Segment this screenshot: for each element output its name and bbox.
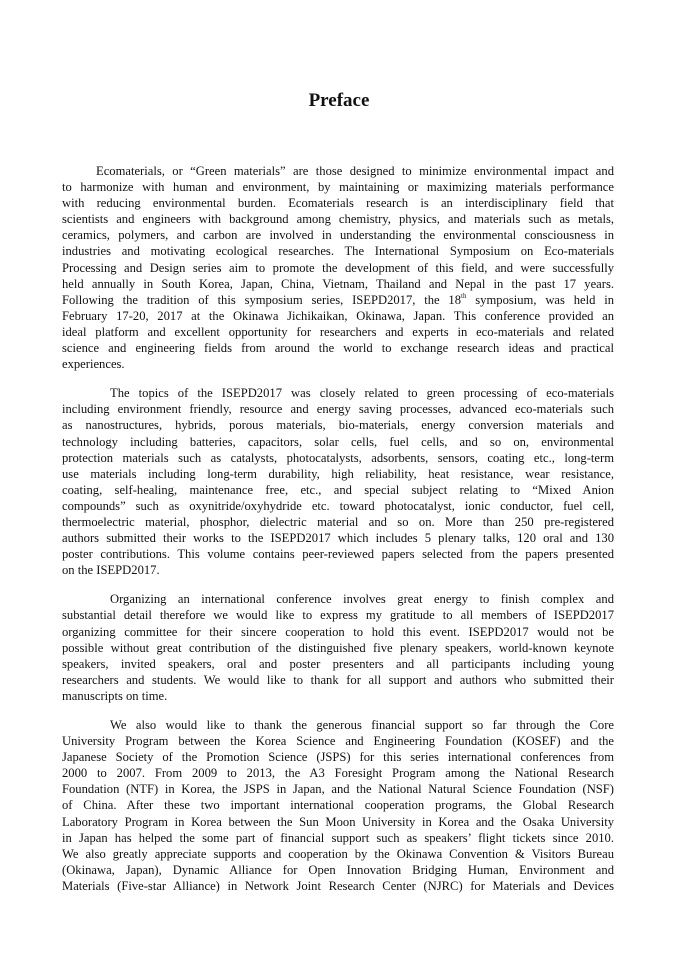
text-line: as nanostructures, hybrids, porous materials, bio-materials, energy conversion materials and	[62, 418, 614, 433]
text-line: science and engineering fields from around the world to exchange research ideas and practical	[62, 341, 614, 356]
text-line: The topics of the ISEPD2017 was closely related to green processing of eco-materials	[110, 386, 614, 401]
text-line: scientists and engineers with background among chemistry, physics, and materials such as metals,	[62, 212, 614, 227]
text-line: manuscripts on time.	[62, 688, 168, 703]
text-line: of China. After these two important international cooperation programs, the Global Research	[62, 798, 614, 813]
text-line: 2000 to 2007. From 2009 to 2013, the A3 Foresight Program among the National Research	[62, 766, 614, 781]
paragraph	[62, 385, 614, 578]
text-line: on the ISEPD2017.	[62, 563, 160, 578]
text-line: compounds” such as oxynitride/oxyhydride etc. toward photocatalyst, ionic conductor, fuel cell,	[62, 498, 614, 513]
text-line: (Okinawa, Japan), Dynamic Alliance for Open Innovation Bridging Human, Environment and	[62, 862, 614, 877]
text-line: Laboratory Program in Korea between the Sun Moon University in Korea and the Osaka University	[62, 814, 614, 829]
text-line: poster contributions. This volume contains peer-reviewed papers selected from the papers presented	[62, 547, 614, 562]
text-line: thermoelectric material, phosphor, dielectric material and so on. More than 250 pre-registered	[62, 514, 614, 529]
paragraph	[62, 163, 614, 372]
text-line: ceramics, polymers, and carbon are involved in understanding the environmental consciousness in	[62, 228, 614, 243]
text-line: including environment friendly, resource and energy saving processes, advanced eco-materials such	[62, 402, 614, 417]
text-line: protection materials such as catalysts, photocatalysts, adsorbents, sensors, coating etc., long-term	[62, 450, 614, 465]
paragraph	[62, 591, 614, 704]
text-line: We also would like to thank the generous financial support so far through the Core	[110, 718, 614, 732]
text-line: use materials including long-term durability, high reliability, heat resistance, wear resistance,	[62, 466, 614, 481]
text-line: authors submitted their works to the ISEPD2017 which includes 5 plenary talks, 120 oral and 130	[62, 531, 614, 546]
page-title: Preface	[308, 90, 370, 111]
text-line: held annually in South Korea, Japan, China, Vietnam, Thailand and Nepal in the past 17 years.	[62, 276, 614, 291]
text-line: experiences.	[62, 357, 125, 372]
text-segment: symposium, was held in	[466, 292, 614, 307]
text-segment: Following the tradition of this symposium series, ISEPD2017, the 18	[62, 292, 462, 307]
text-line: speakers, invited speakers, oral and poster presenters and all participants including young	[62, 656, 614, 671]
text-line: substantial detail therefore we would like to express my gratitude to all members of ISEPD2017	[62, 608, 614, 623]
text-line: industries and motivating ecological researches. The International Symposium on Eco-materials	[62, 244, 614, 259]
text-line: Materials (Five-star Alliance) in Network Joint Research Center (NJRC) for Materials and Devices	[62, 878, 614, 893]
text-line: We also greatly appreciate supports and cooperation by the Okinawa Convention & Visitors Bureau	[62, 846, 614, 861]
text-line: organizing committee for their sincere cooperation to hold this event. ISEPD2017 would not be	[62, 624, 614, 639]
text-line: February 17-20, 2017 at the Okinawa Jichikaikan, Okinawa, Japan. This conference provided an	[62, 308, 614, 323]
preface-body	[62, 163, 614, 907]
text-line: Japanese Society of the Promotion Science (JSPS) for this series international conferences from	[62, 750, 614, 765]
paragraph	[62, 717, 614, 894]
text-line: Organizing an international conference involves great energy to finish complex and	[110, 592, 614, 607]
text-line: with reducing environmental burden. Ecomaterials research is an interdisciplinary field that	[62, 196, 614, 211]
text-line: Foundation (NTF) in Korea, the JSPS in Japan, and the National Natural Science Foundation (NSF)	[62, 782, 614, 797]
text-line	[62, 292, 614, 308]
text-line: Processing and Design series aim to promote the development of this field, and were successfully	[62, 260, 614, 275]
text-line: possible without great contribution of the distinguished five plenary speakers, world-known keynote	[62, 640, 614, 655]
text-line: technology including batteries, capacitors, solar cells, fuel cells, and so on, environmental	[62, 434, 614, 449]
ordinal-superscript: th	[461, 291, 467, 300]
text-line: ideal platform and excellent opportunity for researchers and experts in eco-materials and related	[62, 324, 614, 339]
text-line: to harmonize with human and environment, by maintaining or maximizing materials performance	[62, 180, 614, 195]
text-line: Ecomaterials, or “Green materials” are those designed to minimize environmental impact and	[96, 164, 614, 178]
text-line: in Japan has helped the some part of financial support such as speakers’ flight tickets since 2010.	[62, 830, 614, 845]
text-line: researchers and students. We would like to thank for all support and authors who submitted their	[62, 672, 614, 687]
text-line: University Program between the Korea Science and Engineering Foundation (KOSEF) and the	[62, 734, 614, 749]
text-line: coating, self-healing, maintenance free, etc., and special subject relating to “Mixed Anion	[62, 482, 614, 497]
